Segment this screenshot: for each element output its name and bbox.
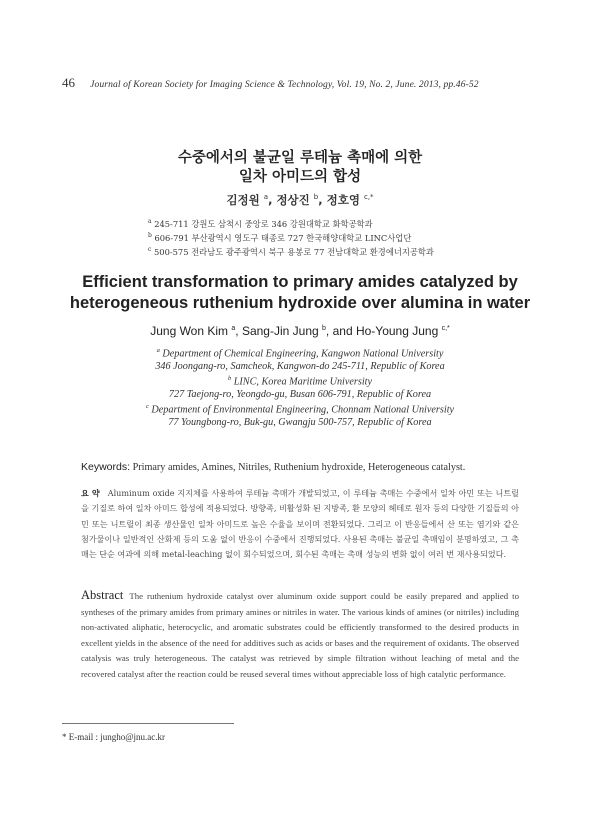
abstract-text: The ruthenium hydroxide catalyst over aluminum oxide support could be easily prepared and applied to syntheses of the primary amides from primary amines or nitriles in water. The various kinds of amines (or nitriles) including non-activated aliphatic, heterocyclic, and aromatic substrates could be efficiently transformed to the desired products in excellent yields in the absence of the need for additives such as acids or bases and the requirement of oxidants. The observed catalysis was truly heterogeneous. The catalyst was retrieved by simple filtration without leaching of metal and the recovered catalyst after the reaction could be reused several times without appreciable loss of high catalytic performance. bbox=[81, 591, 519, 679]
author-superscript: b bbox=[322, 325, 326, 332]
korean-affiliation bbox=[148, 246, 434, 258]
english-affiliation-line bbox=[0, 375, 600, 387]
author-superscript: c,* bbox=[363, 193, 374, 202]
korean-affiliation bbox=[148, 218, 373, 230]
korean-author-name: 정상진 bbox=[276, 193, 310, 207]
affiliation-superscript: c bbox=[145, 403, 149, 410]
korean-authors: 김정원 $^a$, 정상진 $^b$, 정호영 $^{c,*}$ bbox=[226, 193, 374, 207]
footnote-divider bbox=[62, 723, 234, 724]
affiliation-text: 606-791 부산광역시 영도구 태종로 727 한국해양대학교 LINC사업단 bbox=[154, 233, 412, 243]
affiliation-text: Department of Environmental Engineering, Chonnam National University bbox=[151, 404, 455, 416]
english-affiliation-line bbox=[0, 347, 600, 359]
journal-citation: Journal of Korean Society for Imaging Science & Technology, Vol. 19, No. 2, June. 2013, pp.46-52 bbox=[90, 79, 479, 90]
affiliation-superscript: b bbox=[227, 375, 232, 382]
english-author-name: Ho-Young Jung bbox=[355, 324, 439, 338]
footnote bbox=[62, 732, 165, 742]
english-author-name: Sang-Jin Jung bbox=[241, 324, 319, 338]
running-header bbox=[62, 72, 542, 91]
english-title-line-1: Efficient transformation to primary amides catalyzed by bbox=[82, 273, 518, 291]
affiliation-text: LINC, Korea Maritime University bbox=[233, 376, 373, 388]
page-number: 46 bbox=[62, 75, 75, 90]
author-separator: , bbox=[235, 324, 242, 338]
footnote-marker: * bbox=[62, 732, 67, 742]
footnote-email: E-mail : jungho@jnu.ac.kr bbox=[68, 732, 166, 742]
affiliation-superscript: c bbox=[148, 246, 152, 254]
affiliation-text: 727 Taejong-ro, Yeongdo-gu, Busan 606-791, Republic of Korea bbox=[168, 389, 432, 400]
korean-affiliation bbox=[148, 232, 411, 244]
english-affiliation-line bbox=[0, 403, 600, 415]
keywords bbox=[81, 461, 465, 473]
korean-summary-text: Aluminum oxide 지지체를 사용하여 루테늄 촉매가 개발되었고, 이 루테늄 촉매는 수중에서 일차 아민 또는 니트릴을 기질로 하여 일차 아미드 합성에 적용되었다. 방향족, 비활성화 된 지방족, 환 모양의 헤테로 원자 등의 다양한 기질들의 아민 또는 니트릴이 최종 생산물인 일차 아미드로 높은 수율을 보이며 전환되었다. 그리고 이 반응들에서 산 또는 염기와 같은 첨가물이나 일반적인 산화제 등의 도움 없이 반응이 수중에서 진행되었다. 사용된 촉매는 불균일 촉매임이 분명하였고, 그 촉매는 단순 여과에 의해 metal-leaching 없이 회수되었으며, 회수된 촉매는 촉매 성능의 변화 없이 여러 번 재사용되었다. bbox=[81, 488, 519, 560]
affiliation-text: 500-575 전라남도 광주광역시 북구 용봉로 77 전남대학교 환경에너지공학과 bbox=[154, 247, 434, 257]
author-superscript: b bbox=[313, 193, 319, 202]
affiliation-text: 77 Youngbong-ro, Buk-gu, Gwangju 500-757, Republic of Korea bbox=[168, 417, 432, 428]
korean-title-line-2: 일차 아미드의 합성 bbox=[238, 169, 362, 185]
affiliation-text: 346 Joongang-ro, Samcheok, Kangwon-do 245-711, Republic of Korea bbox=[155, 361, 445, 372]
author-superscript: a bbox=[263, 193, 269, 202]
english-affiliation-line bbox=[0, 417, 600, 428]
affiliation-text: 245-711 강원도 삼척시 중앙로 346 강원대학교 화학공학과 bbox=[154, 219, 373, 229]
abstract-label: Abstract bbox=[81, 588, 124, 602]
english-authors bbox=[0, 324, 600, 338]
korean-author-name: 김정원 bbox=[226, 193, 260, 207]
english-affiliation-line bbox=[0, 389, 600, 400]
english-title-line-2: heterogeneous ruthenium hydroxide over alumina in water bbox=[69, 294, 531, 312]
korean-title-line-1: 수중에서의 불균일 루테늄 촉매에 의한 bbox=[177, 150, 423, 166]
affiliation-superscript: a bbox=[156, 347, 160, 354]
abstract bbox=[81, 588, 519, 683]
english-affiliation-line bbox=[0, 361, 600, 372]
keywords-label: Keywords: bbox=[81, 461, 131, 473]
affiliation-superscript: b bbox=[148, 232, 152, 240]
english-author-name: Jung Won Kim bbox=[150, 324, 229, 338]
author-separator: , and bbox=[325, 324, 356, 338]
affiliation-superscript: a bbox=[148, 218, 152, 226]
korean-summary bbox=[81, 486, 519, 562]
author-superscript: a bbox=[231, 325, 236, 332]
korean-author-name: 정호영 bbox=[326, 193, 360, 207]
korean-summary-label: 요 약 bbox=[81, 488, 100, 498]
keywords-text: Primary amides, Amines, Nitriles, Ruthenium hydroxide, Heterogeneous catalyst. bbox=[132, 462, 466, 473]
author-superscript: c,* bbox=[441, 325, 450, 332]
affiliation-text: Department of Chemical Engineering, Kangwon National University bbox=[162, 348, 444, 360]
